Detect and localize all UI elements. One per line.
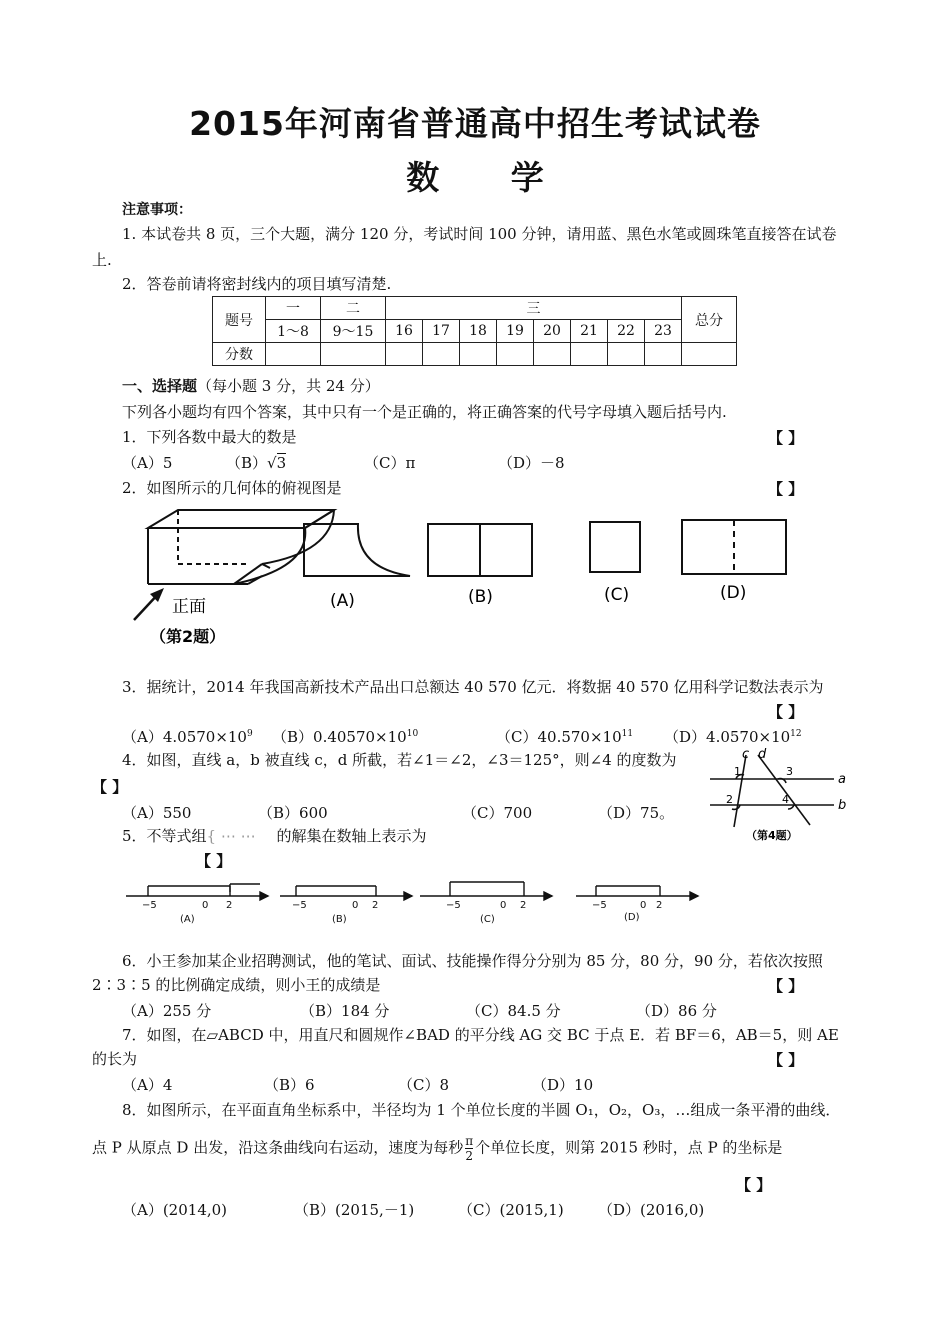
q7-option-d: （D）10 [532, 1076, 594, 1094]
angle-1: 1 [734, 765, 741, 778]
col-group-3: 三 [386, 297, 682, 320]
angle-3: 3 [786, 765, 793, 778]
q2-option-b: (B) [468, 587, 493, 607]
q3-option-c [496, 726, 633, 747]
q6-answer-bracket[interactable]: 【 】 [768, 977, 804, 995]
col-group-2: 二 [321, 297, 386, 320]
tick: 2 [226, 900, 233, 911]
notice-item-1-cont: 上. [92, 251, 112, 269]
col-sub: 18 [460, 320, 497, 343]
q5-number-lines [120, 872, 720, 926]
front-label: 正面 [172, 597, 206, 617]
q7-stem: 7．如图，在▱ABCD 中，用直尺和圆规作∠BAD 的平分线 AG 交 BC 于点 E．若 BF＝6，AB＝5，则 AE [122, 1026, 839, 1044]
q3-option-d [664, 726, 802, 747]
q8-option-a: （A）(2014,0) [122, 1201, 228, 1219]
q1-answer-bracket[interactable]: 【 】 [768, 429, 804, 447]
option-text: （A）4.0570×10 [122, 728, 247, 746]
col-sub: 22 [608, 320, 645, 343]
q7-option-a: （A）4 [122, 1076, 173, 1094]
score-cell[interactable] [460, 343, 497, 366]
score-table [212, 296, 737, 366]
exponent: 9 [246, 729, 253, 739]
q8-stem: 8．如图所示，在平面直角坐标系中，半径均为 1 个单位长度的半圆 O₁，O₂，O₃，…组成一条平滑的曲线． [122, 1101, 841, 1119]
score-cell[interactable] [571, 343, 608, 366]
exponent: 11 [621, 729, 634, 739]
inequality-system: { ⋯ ⋯ [206, 827, 256, 845]
q5-option-d: (D) [624, 912, 640, 923]
stem-part: 的解集在数轴上表示为 [276, 827, 427, 845]
fraction [465, 1134, 473, 1163]
q2-option-c-figure [590, 522, 640, 572]
notice-item-1: 1. 本试卷共 8 页，三个大题，满分 120 分，考试时间 100 分钟，请用蓝、黑色水笔或圆珠笔直接答在试卷 [122, 225, 837, 243]
sqrt-icon: √ [267, 454, 277, 472]
label-d: d [758, 747, 767, 762]
q2-option-c: (C) [604, 585, 630, 605]
line-d [758, 755, 810, 825]
q1-option-b [226, 452, 286, 473]
col-sub: 20 [534, 320, 571, 343]
col-sub: 23 [645, 320, 682, 343]
q1-stem: 1．下列各数中最大的数是 [122, 428, 297, 446]
tick: 2 [656, 900, 663, 911]
row-label-question: 题号 [213, 297, 266, 343]
denominator: 2 [465, 1149, 473, 1163]
q8-stem-cont [92, 1134, 782, 1163]
q8-option-c: （C）(2015,1) [458, 1201, 564, 1219]
stem-part: 5．不等式组 [122, 827, 207, 845]
section-note: （每小题 3 分，共 24 分） [197, 377, 380, 395]
q6-option-b: （B）184 分 [300, 1002, 390, 1020]
q7-answer-bracket[interactable]: 【 】 [768, 1051, 804, 1069]
option-text: （B）0.40570×10 [272, 728, 407, 746]
option-text: （C）40.570×10 [496, 728, 622, 746]
notice-item-2: 2．答卷前请将密封线内的项目填写清楚. [122, 275, 392, 293]
tick: 0 [500, 900, 507, 911]
col-sub: 21 [571, 320, 608, 343]
q6-option-d: （D）86 分 [636, 1002, 717, 1020]
tick: 2 [372, 900, 379, 911]
q2-option-d-figure [682, 520, 786, 574]
q4-option-a: （A）550 [122, 804, 192, 822]
col-group-1: 一 [266, 297, 321, 320]
q5-option-c: (C) [480, 914, 495, 925]
q6-stem-cont: 2∶3∶5 的比例确定成绩，则小王的成绩是 [92, 976, 381, 994]
q8-answer-bracket[interactable]: 【 】 [736, 1176, 772, 1194]
col-sub: 1～8 [266, 320, 321, 343]
q3-option-b [272, 726, 418, 747]
section-title: 一、选择题 [122, 377, 198, 395]
section-1-instruction: 下列各小题均有四个答案，其中只有一个是正确的，将正确答案的代号字母填入题后括号内. [122, 403, 727, 421]
q5-option-a: (A) [180, 914, 195, 925]
subject-title: 数 学 [406, 158, 574, 197]
q4-option-d: （D）75。 [598, 804, 675, 822]
q1-option-a: （A）5 [122, 454, 173, 472]
col-sub: 16 [386, 320, 423, 343]
q2-option-b-figure [428, 524, 532, 576]
q6-option-a: （A）255 分 [122, 1002, 212, 1020]
q7-option-b: （B）6 [264, 1076, 315, 1094]
q6-stem: 6．小王参加某企业招聘测试，他的笔试、面试、技能操作得分分别为 85 分，80 分，90 分，若依次按照 [122, 952, 823, 970]
tick: 0 [352, 900, 359, 911]
row-label-score: 分数 [213, 343, 266, 366]
front-arrow-icon [134, 588, 164, 620]
q5-option-b: (B) [332, 914, 347, 925]
tick: −5 [592, 900, 607, 911]
score-cell[interactable] [608, 343, 645, 366]
stem-part: 点 P 从原点 D 出发，沿这条曲线向右运动，速度为每秒 [92, 1138, 464, 1157]
q2-answer-bracket[interactable]: 【 】 [768, 480, 804, 498]
tick: 0 [202, 900, 209, 911]
tick: −5 [292, 900, 307, 911]
q8-option-b: （B）(2015,－1) [294, 1201, 415, 1219]
col-sub: 9～15 [321, 320, 386, 343]
q2-stem: 2．如图所示的几何体的俯视图是 [122, 479, 342, 497]
solid-figure [148, 510, 334, 584]
tick: −5 [142, 900, 157, 911]
q3-stem: 3．据统计，2014 年我国高新技术产品出口总额达 40 570 亿元．将数据 40 570 亿用科学记数法表示为 [122, 678, 824, 696]
q4-option-b: （B）600 [258, 804, 328, 822]
tick: −5 [446, 900, 461, 911]
q3-answer-bracket[interactable]: 【 】 [768, 703, 804, 721]
col-sub: 19 [497, 320, 534, 343]
numerator: π [465, 1134, 474, 1148]
radicand: 3 [276, 454, 287, 472]
q5-answer-bracket[interactable]: 【 】 [196, 852, 232, 870]
angle-4: 4 [782, 793, 789, 806]
section-1-heading [122, 376, 380, 396]
col-sub: 17 [423, 320, 460, 343]
tick: 0 [640, 900, 647, 911]
exam-title: 2015年河南省普通高中招生考试试卷 [189, 104, 761, 143]
q6-option-c: （C）84.5 分 [466, 1002, 561, 1020]
q5-stem [122, 826, 427, 846]
exponent: 10 [406, 729, 419, 739]
notice-heading: 注意事项： [122, 202, 192, 218]
stem-part: 个单位长度，则第 2015 秒时，点 P 的坐标是 [475, 1138, 783, 1157]
exponent: 12 [790, 729, 802, 739]
option-text: （D）4.0570×10 [664, 728, 791, 746]
angle-2: 2 [726, 793, 733, 806]
q4-stem: 4．如图，直线 a，b 被直线 c，d 所截，若∠1＝∠2，∠3＝125°，则∠4 的度数为 [122, 751, 677, 769]
label-b: b [838, 798, 847, 813]
score-cell[interactable] [321, 343, 386, 366]
q2-caption: （第2题） [150, 627, 226, 646]
q2-option-d: (D) [720, 583, 747, 603]
q4-answer-bracket[interactable]: 【 】 [92, 778, 128, 796]
tick: 2 [520, 900, 527, 911]
score-cell[interactable] [534, 343, 571, 366]
col-total: 总分 [682, 297, 737, 343]
score-cell[interactable] [645, 343, 682, 366]
score-cell[interactable] [266, 343, 321, 366]
label-c: c [742, 747, 750, 762]
label-a: a [838, 772, 846, 787]
q2-figure [120, 500, 820, 660]
q7-option-c: （C）8 [398, 1076, 450, 1094]
q3-option-a [122, 726, 253, 747]
score-cell[interactable] [386, 343, 423, 366]
q1-option-d: （D）－8 [498, 454, 565, 472]
q7-stem-cont: 的长为 [92, 1050, 138, 1068]
option-label: （B） [226, 454, 268, 472]
score-cell[interactable] [682, 343, 737, 366]
q2-option-a-figure [304, 524, 410, 576]
q4-figure [700, 745, 850, 845]
q8-option-d: （D）(2016,0) [598, 1201, 705, 1219]
q4-option-c: （C）700 [462, 804, 533, 822]
score-cell[interactable] [423, 343, 460, 366]
q1-option-c: （C）π [364, 454, 416, 472]
score-cell[interactable] [497, 343, 534, 366]
q4-caption: （第4题） [746, 829, 798, 842]
q2-option-a: (A) [330, 591, 355, 611]
